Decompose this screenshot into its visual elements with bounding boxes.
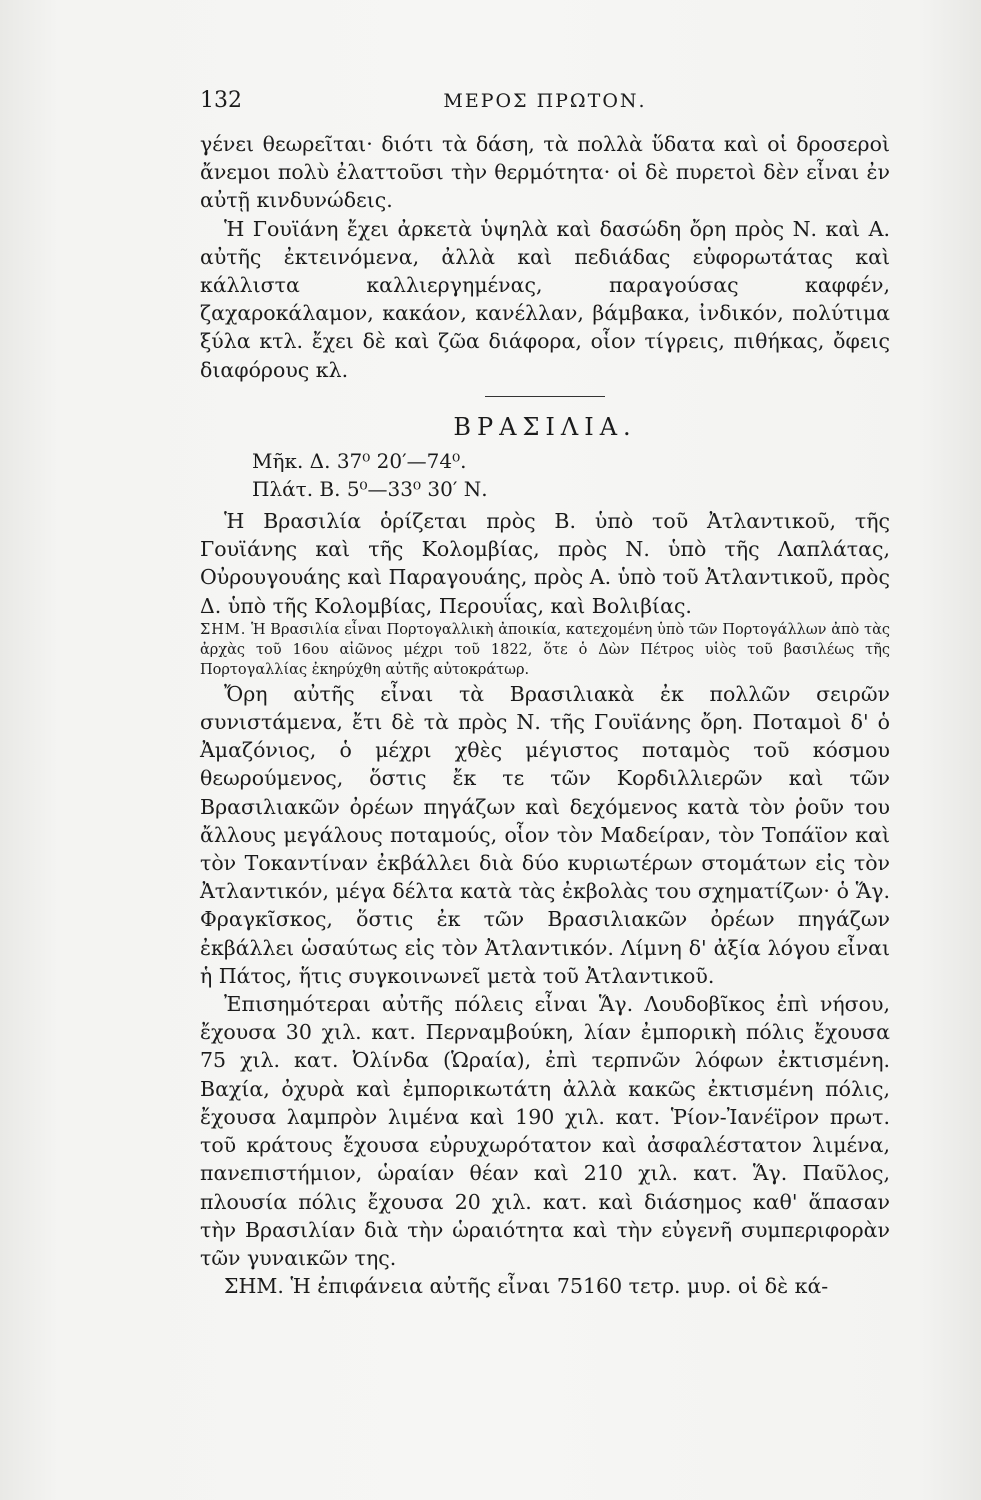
section-divider (485, 396, 605, 397)
note-area (200, 1272, 890, 1300)
running-head: ΜΕΡΟΣ ΠΡΩΤΟΝ. (443, 90, 647, 112)
cities-paragraph: Ἐπισημότεραι αὐτῆς πόλεις εἶναι Ἅγ. Λουδοβῖκος ἐπὶ νήσου, ἔχουσα 30 χιλ. κατ. Περναμβούκη, λίαν ἐμπορικὴ πόλις ἔχουσα 75 χιλ. κατ. Ὀλίνδα (Ὡραία), ἐπὶ τερπνῶν λόφων ἐκτισμένη. Βαχία, ὀχυρὰ καὶ ἐμπορικωτάτη ἀλλὰ κακῶς ἐκτισμένη πόλις, ἔχουσα λαμπρὸν λιμένα καὶ 190 χιλ. κατ. Ῥίον-Ἰανέϊρον πρωτ. τοῦ κράτους ἔχουσα εὐρυχωρότατον καὶ ἀσφαλέστατον λιμένα, πανεπιστήμιον, ὡραίαν θέαν καὶ 210 χιλ. κατ. Ἅγ. Παῦλος, πλουσία πόλις ἔχουσα 20 χιλ. κατ. καὶ διάσημος καθ' ἅπασαν τὴν Βρασιλίαν διὰ τὴν ὡραιότητα καὶ τὴν εὐγενῆ συμπεριφορὰν τῶν γυναικῶν της. (200, 992, 890, 1270)
page-number: 132 (200, 88, 242, 113)
longitude-line: Μῆκ. Δ. 37⁰ 20′—74⁰. (252, 449, 467, 474)
note-label: ΣΗΜ. (200, 621, 247, 638)
guyana-paragraph: Ἡ Γουϊάνη ἔχει ἀρκετὰ ὑψηλὰ καὶ δασώδη ὄρη πρὸς Ν. καὶ Α. αὐτῆς ἐκτεινόμενα, ἀλλὰ καὶ πεδιάδας εὐφορωτάτας καὶ κάλλιστα καλλιεργημένας, παραγούσας καφφέν, ζαχαροκάλαμον, κακάον, κανέλλαν, βάμβακα, ἰνδικόν, πολύτιμα ξύλα κτλ. ἔχει δὲ καὶ ζῶα διάφορα, οἷον τίγρεις, πιθήκας, ὄφεις διαφόρους κλ. (200, 216, 890, 382)
note-area-text: Ἡ ἐπιφάνεια αὐτῆς εἶναι 75160 τετρ. μυρ. οἱ δὲ κά- (290, 1274, 829, 1299)
latitude-line: Πλάτ. Β. 5⁰—33⁰ 30′ Ν. (252, 477, 488, 502)
note-label: ΣΗΜ. (224, 1274, 284, 1299)
section-title-brazil: ΒΡΑΣΙΛΙΑ. (453, 412, 637, 441)
brazil-borders-paragraph: Ἡ Βρασιλία ὁρίζεται πρὸς Β. ὑπὸ τοῦ Ἀτλαντικοῦ, τῆς Γουϊάνης καὶ τῆς Κολομβίας, πρὸς Ν. ὑπὸ τῆς Λαπλάτας, Οὐρουγουάης καὶ Παραγουάης, πρὸς Α. ὑπὸ τοῦ Ἀτλαντικοῦ, πρὸς Δ. ὑπὸ τῆς Κολομβίας, Περουΐας, καὶ Βολιβίας. (200, 509, 890, 618)
note-history-text: Ἡ Βρασιλία εἶναι Πορτογαλλικὴ ἀποικία, κατεχομένη ὑπὸ τῶν Πορτογάλλων ἀπὸ τὰς ἀρχὰς τοῦ 16ου αἰῶνος μέχρι τοῦ 1822, ὅτε ὁ Δὼν Πέτρος υἱὸς τοῦ βασιλέως τῆς Πορτογαλλίας ἐκηρύχθη αὐτῆς αὐτοκράτωρ. (200, 621, 891, 678)
mountains-rivers-paragraph: Ὄρη αὐτῆς εἶναι τὰ Βρασιλιακὰ ἐκ πολλῶν σειρῶν συνιστάμενα, ἔτι δὲ τὰ πρὸς Ν. τῆς Γουϊάνης ὄρη. Ποταμοὶ δ' ὁ Ἀμαζόνιος, ὁ μέχρι χθὲς μέγιστος ποταμὸς τοῦ κόσμου θεωρούμενος, ὅστις ἔκ τε τῶν Κορδιλλιερῶν καὶ τῶν Βρασιλιακῶν ὀρέων πηγάζων καὶ δεχόμενος κατὰ τὸν ῥοῦν του ἄλλους μεγάλους ποταμούς, οἷον τὸν Μαδείραν, τὸν Τοπάϊον καὶ τὸν Τοκαντίναν ἐκβάλλει διὰ δύο κυριωτέρων στομάτων εἰς τὸν Ἀτλαντικόν, μέγα δέλτα κατὰ τὰς ἐκβολὰς του σχηματίζων· ὁ Ἅγ. Φραγκῖσκος, ὅστις ἐκ τῶν Βρασιλιακῶν ὀρέων πηγάζων ἐκβάλλει ὡσαύτως εἰς τὸν Ἀτλαντικόν. Λίμνη δ' ἀξία λόγου εἶναι ἡ Πάτος, ἥτις συγκοινωνεῖ μετὰ τοῦ Ἀτλαντικοῦ. (200, 681, 890, 988)
page-body (200, 130, 890, 1300)
page-header (200, 88, 890, 122)
note-history (200, 620, 890, 680)
guyana-continuation: γένει θεωρεῖται· διότι τὰ δάση, τὰ πολλὰ ὕδατα καὶ οἱ δροσεροὶ ἄνεμοι πολὺ ἐλαττοῦσι τὴν θερμότητα· οἱ δὲ πυρετοὶ δὲν εἶναι ἐν αὐτῇ κινδυνώδεις. (200, 132, 890, 213)
